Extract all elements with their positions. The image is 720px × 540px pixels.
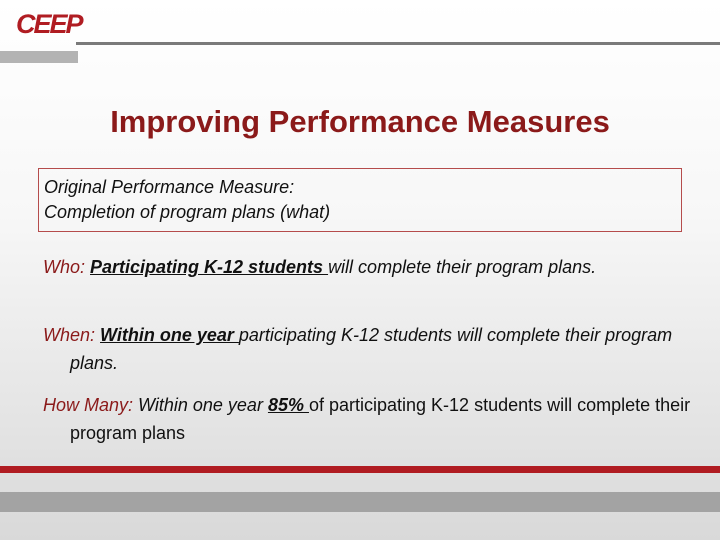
when-rest: participating K-12 students will complete their program plans. [70,325,673,373]
footer-red-rule [0,466,720,473]
how-many-item [43,391,710,447]
footer-gray-band [0,492,720,512]
who-rest: will complete their program plans. [328,257,597,277]
header-tab [0,51,78,63]
when-label: When: [43,325,101,345]
who-emphasis: Participating K-12 students [90,257,329,277]
how-many-emphasis: 85% [267,395,309,415]
original-measure-box [38,168,682,232]
original-measure-text: Completion of program plans (what) [44,202,331,222]
ceep-logo: CEEP [16,9,82,39]
how-many-rest: of participating K-12 students will complete their program plans [70,395,691,443]
how-many-pre: Within one year [138,395,268,415]
how-many-label: How Many: [43,395,139,415]
who-label: Who: [43,257,91,277]
slide-title: Improving Performance Measures [110,104,610,139]
when-item [43,321,710,377]
when-emphasis: Within one year [100,325,239,345]
who-item [43,253,710,281]
original-measure-heading: Original Performance Measure: [44,177,295,197]
header-rule [76,42,720,45]
